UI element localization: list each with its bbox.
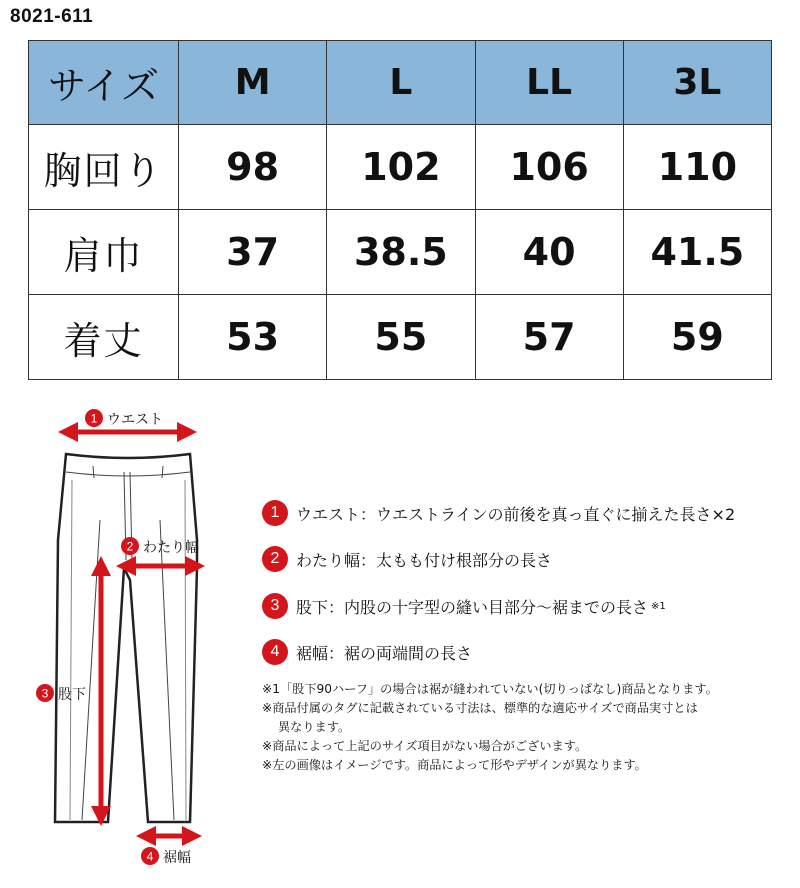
size-col-header: L [327,41,475,125]
legend-desc: ：太もも付け根部分の長さ [360,550,553,570]
legend-term: ウエスト [296,504,361,524]
size-header-row [29,41,772,125]
legend-number: 4 [262,639,288,665]
table-cell: 55 [327,295,475,380]
diagram-label-waist [85,409,163,428]
legend-number: 2 [262,546,288,572]
size-header-label: サイズ [29,41,179,125]
pants-outline [55,454,197,822]
note-line: ※左の画像はイメージです。商品によって形やデザインが異なります。 [262,758,647,772]
size-table [28,40,772,380]
diagram-label-hem [141,847,191,866]
size-col-header: 3L [623,41,771,125]
diagram-label-thigh [121,537,199,556]
legend-term: わたり幅 [296,550,361,570]
svg-text:2: 2 [126,539,134,554]
svg-text:わたり幅: わたり幅 [143,540,199,556]
legend-item [262,593,666,619]
size-col-header: LL [475,41,623,125]
table-cell: 41.5 [623,210,771,295]
table-cell: 59 [623,295,771,380]
legend-term: 裾幅 [296,643,329,663]
legend-item [262,546,552,572]
row-label: 着丈 [29,295,179,380]
svg-text:3: 3 [41,686,49,701]
table-row [29,295,772,380]
legend-desc: ：ウエストラインの前後を真っ直ぐに揃えた長さ×2 [360,504,736,524]
table-row [29,210,772,295]
notes [262,680,782,775]
svg-text:4: 4 [146,849,154,864]
legend-item [262,639,472,665]
table-cell: 37 [179,210,327,295]
table-row [29,125,772,210]
diagram-label-inseam [36,684,86,703]
legend-desc: ：裾の両端間の長さ [328,643,473,663]
note-line: ※商品付属のタグに記載されている寸法は、標準的な適応サイズで商品実寸とは [262,701,698,715]
pants-diagram [0,390,240,888]
table-cell: 110 [623,125,771,210]
svg-text:裾幅: 裾幅 [163,850,191,866]
table-cell: 106 [475,125,623,210]
legend-desc: ：内股の十字型の縫い目部分〜裾までの長さ [328,597,649,617]
note-line: 異なります。 [278,720,351,734]
row-label: 肩巾 [29,210,179,295]
product-code: 8021-611 [10,6,94,27]
note-line: ※1「股下90ハーフ」の場合は裾が縫われていない(切りっぱなし)商品となります。 [262,682,718,696]
table-cell: 98 [179,125,327,210]
svg-text:1: 1 [90,411,98,426]
size-col-header: M [179,41,327,125]
table-cell: 102 [327,125,475,210]
legend-number: 3 [262,593,288,619]
svg-text:ウエスト: ウエスト [107,412,163,428]
legend-footnote-ref: ※1 [651,600,666,612]
svg-text:股下: 股下 [58,687,86,703]
table-cell: 38.5 [327,210,475,295]
legend-item [262,500,735,526]
row-label: 胸回り [29,125,179,210]
table-cell: 57 [475,295,623,380]
legend-term: 股下 [296,597,329,617]
table-cell: 40 [475,210,623,295]
legend-number: 1 [262,500,288,526]
table-cell: 53 [179,295,327,380]
note-line: ※商品によって上記のサイズ項目がない場合がございます。 [262,739,588,753]
